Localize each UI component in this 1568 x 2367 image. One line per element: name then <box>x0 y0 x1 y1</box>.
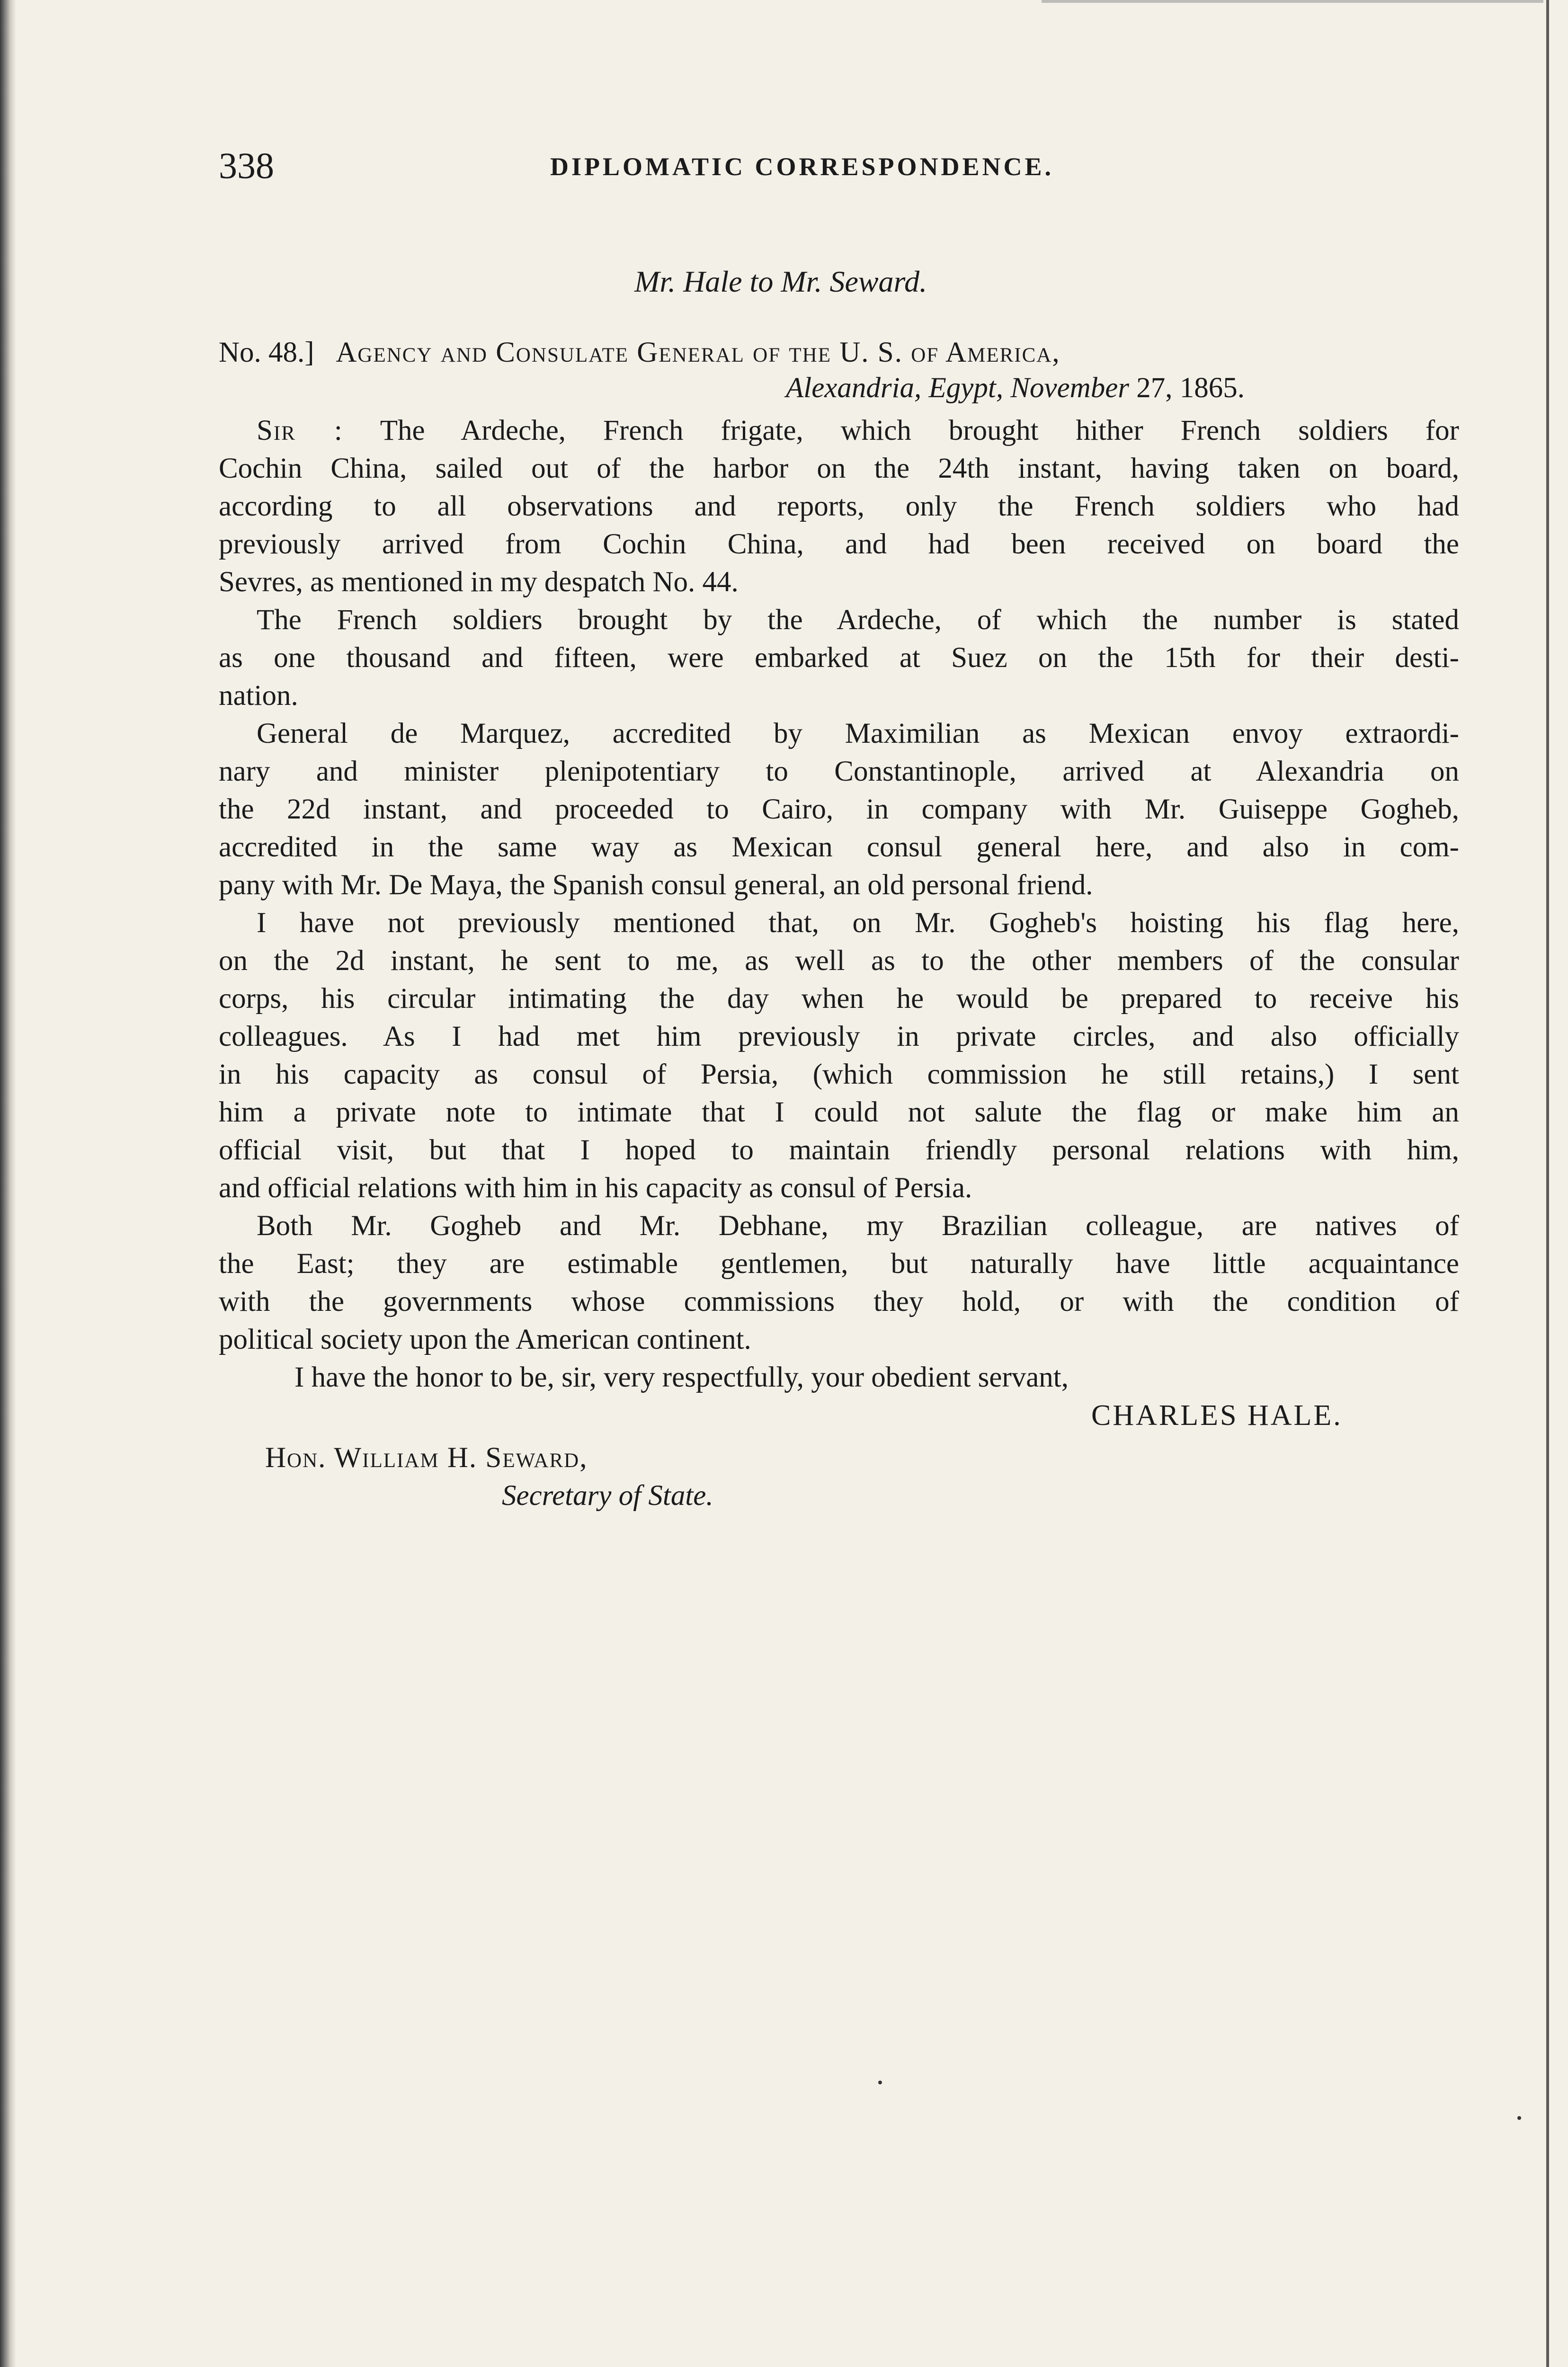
body-line: political society upon the American continent. <box>219 1324 751 1355</box>
scan-top-border <box>1042 0 1543 3</box>
body-line: corps, his circular intimating the day when he would be prepared to receive his <box>219 983 1459 1014</box>
scan-right-border <box>1546 0 1549 2367</box>
salutation: Sir : <box>257 415 343 446</box>
body-line: pany with Mr. De Maya, the Spanish consul general, an old personal friend. <box>219 869 1093 901</box>
letter-title: Mr. Hale to Mr. Seward. <box>634 265 927 298</box>
body-line: nation. <box>219 680 298 712</box>
page-header <box>219 142 1459 199</box>
body-line: with the governments whose commissions they hold, or with the condition of <box>219 1286 1459 1317</box>
addressee-title: Secretary of State. <box>502 1480 713 1512</box>
body-line: nary and minister plenipotentiary to Constantinople, arrived at Alexandria on <box>219 756 1459 787</box>
body-line: colleagues. As I had met him previously in private circles, and also officially <box>219 1021 1459 1052</box>
body-line: in his capacity as consul of Persia, (which commission he still retains,) I sent <box>219 1059 1459 1090</box>
body-line: Sevres, as mentioned in my despatch No. 44. <box>219 566 739 598</box>
signature: CHARLES HALE. <box>1091 1399 1343 1432</box>
running-head: DIPLOMATIC CORRESPONDENCE. <box>550 152 1054 181</box>
closing-line: I have the honor to be, sir, very respectfully, your obedient servant, <box>294 1361 1069 1393</box>
body-line: official visit, but that I hoped to maintain friendly personal relations with him, <box>219 1134 1459 1166</box>
body-line: as one thousand and fifteen, were embarked at Suez on the 15th for their desti- <box>219 642 1459 674</box>
body-line: the 22d instant, and proceeded to Cairo, in company with Mr. Guiseppe Gogheb, <box>219 793 1459 825</box>
dateline <box>786 369 1245 407</box>
body-line: previously arrived from Cochin China, and had been received on board the <box>219 528 1459 560</box>
letter-body <box>219 412 1459 1397</box>
addressee-name-text: Hon. William H. Seward, <box>265 1442 588 1474</box>
scan-speck <box>878 2081 882 2084</box>
dateline-place: Alexandria, Egypt, November <box>786 372 1130 404</box>
body-line: accredited in the same way as Mexican consul general here, and also in com- <box>219 831 1459 863</box>
body-line: Sir : The Ardeche, French frigate, which brought hither French soldiers for <box>257 415 1459 446</box>
page-number: 338 <box>219 145 274 186</box>
letter-number-line <box>219 334 1421 372</box>
body-line: him a private note to intimate that I could not salute the flag or make him an <box>219 1096 1459 1128</box>
body-line: General de Marquez, accredited by Maximilian as Mexican envoy extraordi- <box>257 718 1459 749</box>
body-line: the East; they are estimable gentlemen, but naturally have little acquaintance <box>219 1248 1459 1280</box>
agency-heading: Agency and Consulate General of the U. S. of America, <box>336 337 1060 368</box>
body-line: and official relations with him in his capacity as consul of Persia. <box>219 1172 972 1204</box>
scan-speck <box>1517 2116 1521 2120</box>
body-line: on the 2d instant, he sent to me, as well as to the other members of the consular <box>219 945 1459 977</box>
body-line: according to all observations and reports, only the French soldiers who had <box>219 490 1459 522</box>
addressee-name <box>265 1439 588 1477</box>
body-line: I have not previously mentioned that, on Mr. Gogheb's hoisting his flag here, <box>257 907 1459 939</box>
body-line: The French soldiers brought by the Ardeche, of which the number is stated <box>257 604 1459 636</box>
body-line: Both Mr. Gogheb and Mr. Debhane, my Brazilian colleague, are natives of <box>257 1210 1459 1242</box>
despatch-number: No. 48.] <box>219 337 314 368</box>
scan-binding-shadow <box>0 0 16 2367</box>
dateline-date: 27, 1865. <box>1136 372 1245 404</box>
body-line: Cochin China, sailed out of the harbor on the 24th instant, having taken on board, <box>219 453 1459 484</box>
